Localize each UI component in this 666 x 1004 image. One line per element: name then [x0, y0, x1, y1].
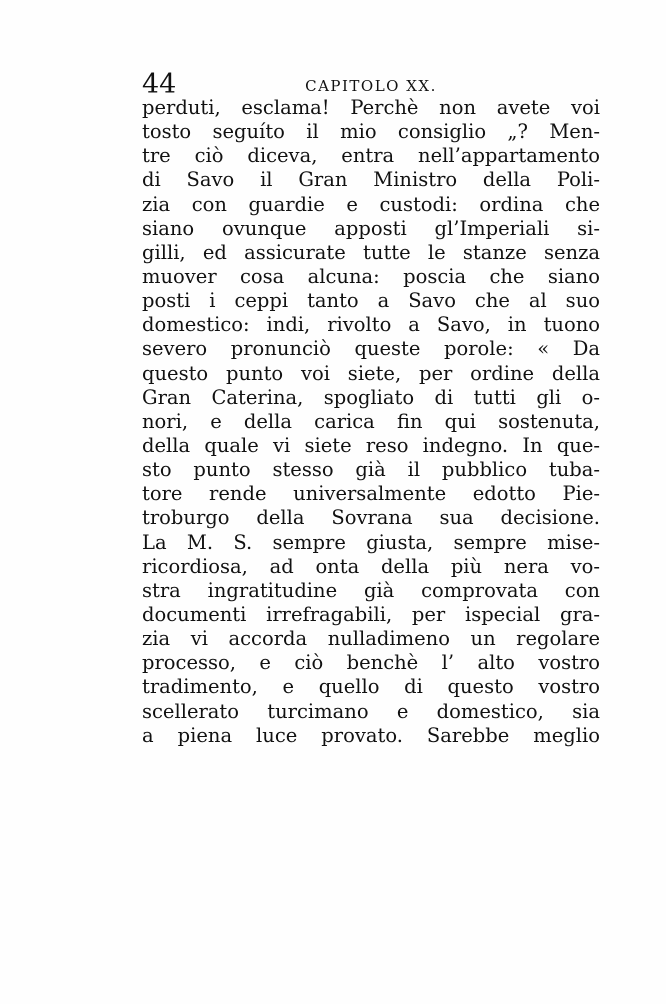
text-line: troburgo della Sovrana sua decisione. [142, 506, 600, 530]
text-line: siano ovunque apposti gl’Imperiali si- [142, 216, 600, 240]
text-line: stra ingratitudine già comprovata con [142, 578, 600, 602]
text-line: zia con guardie e custodi: ordina che [142, 192, 600, 216]
text-line: severo pronunciò queste porole: « Da [142, 337, 600, 361]
text-line: scellerato turcimano e domestico, sia [142, 699, 600, 723]
text-line: tore rende universalmente edotto Pie- [142, 482, 600, 506]
text-line: ricordiosa, ad onta della più nera vo- [142, 554, 600, 578]
text-line: La M. S. sempre giusta, sempre mise- [142, 530, 600, 554]
text-line: muover cosa alcuna: poscia che siano [142, 264, 600, 288]
text-line: domestico: indi, rivolto a Savo, in tuono [142, 313, 600, 337]
text-line: documenti irrefragabili, per ispecial gra- [142, 602, 600, 626]
body-text [142, 96, 600, 748]
text-line: posti i ceppi tanto a Savo che al suo [142, 289, 600, 313]
text-line: sto punto stesso già il pubblico tuba- [142, 458, 600, 482]
text-line: nori, e della carica fin qui sostenuta, [142, 409, 600, 433]
text-line: processo, e ciò benchè l’ alto vostro [142, 651, 600, 675]
text-line: a piena luce provato. Sarebbe meglio [142, 723, 600, 747]
text-line: tosto seguíto il mio consiglio „? Men- [142, 120, 600, 144]
text-line: tre ciò diceva, entra nell’appartamento [142, 144, 600, 168]
text-line: questo punto voi siete, per ordine della [142, 361, 600, 385]
chapter-title: CAPITOLO XX. [305, 77, 437, 95]
text-line: perduti, esclama! Perchè non avete voi [142, 96, 600, 119]
text-line: tradimento, e quello di questo vostro [142, 675, 600, 699]
page-number: 44 [142, 69, 177, 100]
text-line: della quale vi siete reso indegno. In que- [142, 433, 600, 457]
text-line: di Savo il Gran Ministro della Poli- [142, 168, 600, 192]
text-line: gilli, ed assicurate tutte le stanze senza [142, 240, 600, 264]
text-line: zia vi accorda nulladimeno un regolare [142, 627, 600, 651]
text-line: Gran Caterina, spogliato di tutti gli o- [142, 385, 600, 409]
